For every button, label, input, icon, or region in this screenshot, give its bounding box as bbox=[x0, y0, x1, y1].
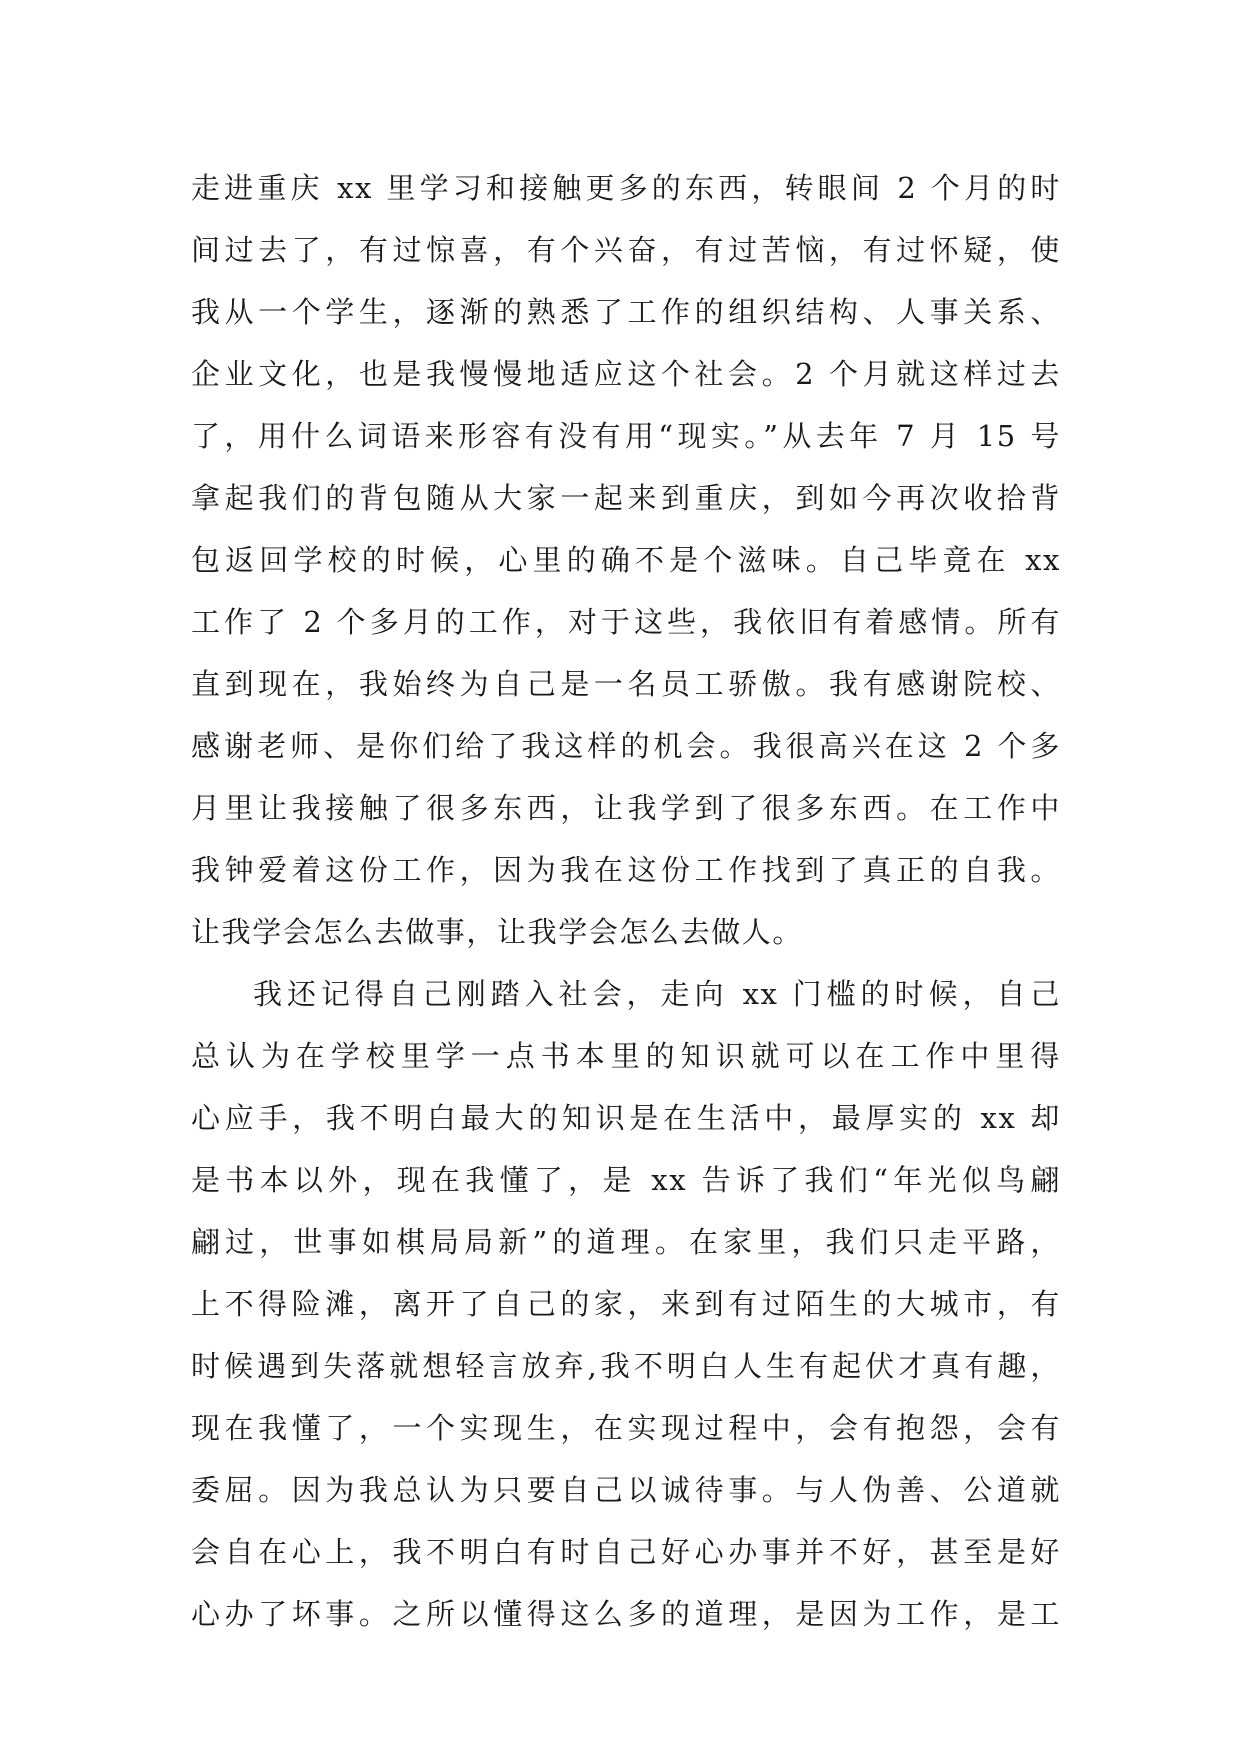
text-line: 间过去了，有过惊喜，有个兴奋，有过苦恼，有过怀疑，使 bbox=[191, 233, 1061, 267]
text-line: 企业文化，也是我慢慢地适应这个社会。2 个月就这样过去 bbox=[191, 357, 1061, 391]
text-line: 月里让我接触了很多东西，让我学到了很多东西。在工作中 bbox=[191, 791, 1061, 825]
text-line: 委屈。因为我总认为只要自己以诚待事。与人伪善、公道就 bbox=[191, 1473, 1061, 1507]
text-line: 我从一个学生，逐渐的熟悉了工作的组织结构、人事关系、 bbox=[191, 295, 1061, 329]
text-line: 感谢老师、是你们给了我这样的机会。我很高兴在这 2 个多 bbox=[191, 729, 1061, 763]
text-line: 直到现在，我始终为自己是一名员工骄傲。我有感谢院校、 bbox=[191, 667, 1061, 701]
text-line: 了，用什么词语来形容有没有用“现实。”从去年 7 月 15 号 bbox=[191, 419, 1061, 453]
text-line: 是书本以外，现在我懂了，是 xx 告诉了我们“年光似鸟翩 bbox=[191, 1163, 1061, 1197]
text-line: 上不得险滩，离开了自己的家，来到有过陌生的大城市，有 bbox=[191, 1287, 1061, 1321]
text-line: 总认为在学校里学一点书本里的知识就可以在工作中里得 bbox=[191, 1039, 1061, 1073]
text-line: 心应手，我不明白最大的知识是在生活中，最厚实的 xx 却 bbox=[191, 1101, 1061, 1135]
text-line: 翩过，世事如棋局局新”的道理。在家里，我们只走平路， bbox=[191, 1225, 1061, 1259]
text-line: 时候遇到失落就想轻言放弃,我不明白人生有起伏才真有趣， bbox=[191, 1349, 1061, 1383]
text-line: 包返回学校的时候，心里的确不是个滋味。自己毕竟在 xx bbox=[191, 543, 1061, 577]
text-line: 拿起我们的背包随从大家一起来到重庆，到如今再次收拾背 bbox=[191, 481, 1061, 515]
text-line: 工作了 2 个多月的工作，对于这些，我依旧有着感情。所有 bbox=[191, 605, 1061, 639]
body-text bbox=[191, 157, 1061, 1645]
paragraph-first-line: 我还记得自己刚踏入社会，走向 xx 门槛的时候，自己 bbox=[253, 977, 1061, 1011]
text-line: 让我学会怎么去做事，让我学会怎么去做人。 bbox=[191, 915, 804, 949]
text-line: 走进重庆 xx 里学习和接触更多的东西，转眼间 2 个月的时 bbox=[191, 171, 1061, 205]
text-line: 心办了坏事。之所以懂得这么多的道理，是因为工作，是工 bbox=[191, 1597, 1061, 1631]
text-line: 会自在心上，我不明白有时自己好心办事并不好，甚至是好 bbox=[191, 1535, 1061, 1569]
text-line: 现在我懂了，一个实现生，在实现过程中，会有抱怨，会有 bbox=[191, 1411, 1061, 1445]
text-line: 我钟爱着这份工作，因为我在这份工作找到了真正的自我。 bbox=[191, 853, 1061, 887]
